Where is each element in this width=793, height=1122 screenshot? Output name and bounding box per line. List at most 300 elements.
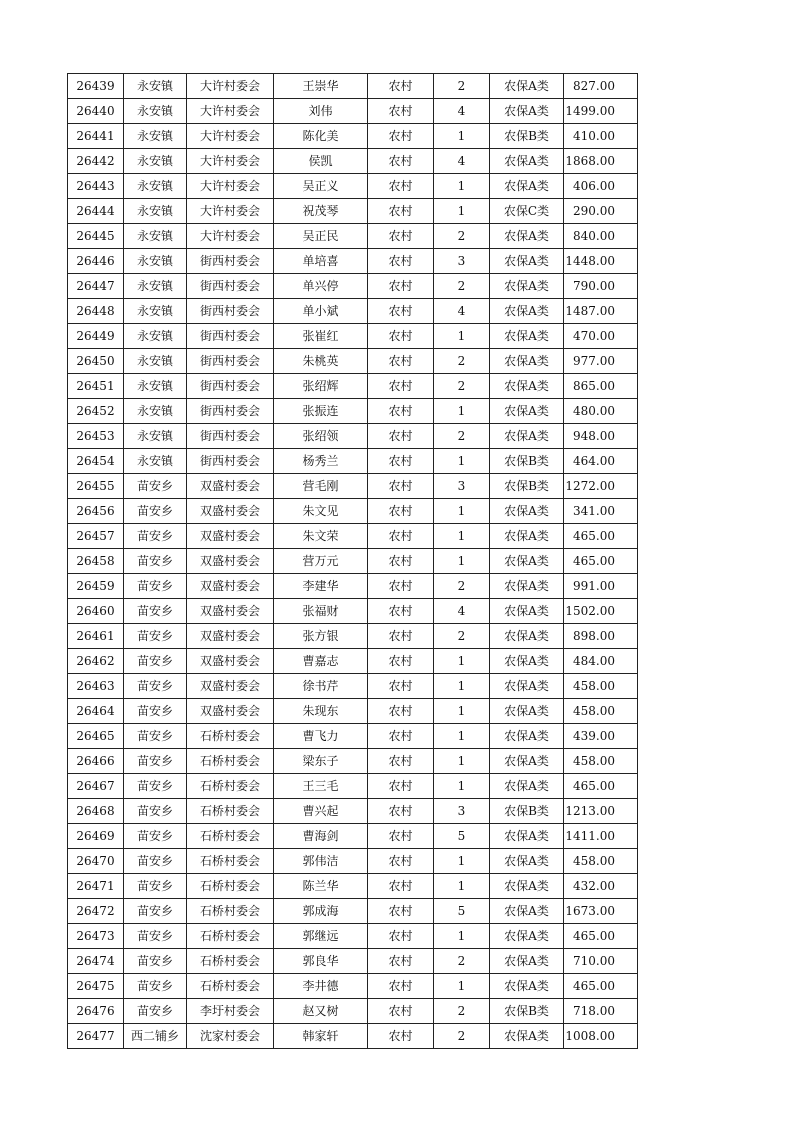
member-count-cell: 1 <box>434 674 490 699</box>
category-cell: 农保B类 <box>490 124 564 149</box>
member-count-cell: 2 <box>434 999 490 1024</box>
record-id-cell: 26474 <box>68 949 124 974</box>
table-row <box>68 699 638 724</box>
table-row <box>68 749 638 774</box>
household-type-cell: 农村 <box>368 424 434 449</box>
table-row <box>68 399 638 424</box>
amount-cell: 1487.00 <box>564 299 638 324</box>
amount-cell: 458.00 <box>564 749 638 774</box>
township-cell: 永安镇 <box>124 249 187 274</box>
table-row <box>68 124 638 149</box>
record-id-cell: 26471 <box>68 874 124 899</box>
name-cell: 郭继远 <box>274 924 368 949</box>
table-row <box>68 649 638 674</box>
village-cell: 大许村委会 <box>187 149 274 174</box>
member-count-cell: 1 <box>434 199 490 224</box>
member-count-cell: 3 <box>434 799 490 824</box>
record-id-cell: 26466 <box>68 749 124 774</box>
category-cell: 农保A类 <box>490 1024 564 1049</box>
township-cell: 苗安乡 <box>124 724 187 749</box>
amount-cell: 290.00 <box>564 199 638 224</box>
township-cell: 苗安乡 <box>124 999 187 1024</box>
name-cell: 张福财 <box>274 599 368 624</box>
member-count-cell: 5 <box>434 824 490 849</box>
member-count-cell: 1 <box>434 699 490 724</box>
member-count-cell: 2 <box>434 424 490 449</box>
village-cell: 街西村委会 <box>187 399 274 424</box>
village-cell: 石桥村委会 <box>187 749 274 774</box>
township-cell: 苗安乡 <box>124 799 187 824</box>
village-cell: 大许村委会 <box>187 74 274 99</box>
table-row <box>68 299 638 324</box>
category-cell: 农保A类 <box>490 649 564 674</box>
household-type-cell: 农村 <box>368 399 434 424</box>
household-type-cell: 农村 <box>368 724 434 749</box>
record-id-cell: 26460 <box>68 599 124 624</box>
township-cell: 苗安乡 <box>124 824 187 849</box>
table-row <box>68 924 638 949</box>
name-cell: 张崔红 <box>274 324 368 349</box>
name-cell: 朱文见 <box>274 499 368 524</box>
amount-cell: 465.00 <box>564 549 638 574</box>
name-cell: 李建华 <box>274 574 368 599</box>
record-id-cell: 26464 <box>68 699 124 724</box>
record-id-cell: 26452 <box>68 399 124 424</box>
household-type-cell: 农村 <box>368 174 434 199</box>
amount-cell: 1448.00 <box>564 249 638 274</box>
name-cell: 单培喜 <box>274 249 368 274</box>
amount-cell: 977.00 <box>564 349 638 374</box>
household-type-cell: 农村 <box>368 99 434 124</box>
record-id-cell: 26468 <box>68 799 124 824</box>
category-cell: 农保A类 <box>490 424 564 449</box>
village-cell: 双盛村委会 <box>187 549 274 574</box>
household-type-cell: 农村 <box>368 449 434 474</box>
amount-cell: 458.00 <box>564 674 638 699</box>
village-cell: 石桥村委会 <box>187 799 274 824</box>
household-type-cell: 农村 <box>368 949 434 974</box>
township-cell: 永安镇 <box>124 349 187 374</box>
name-cell: 韩家轩 <box>274 1024 368 1049</box>
record-id-cell: 26467 <box>68 774 124 799</box>
member-count-cell: 1 <box>434 724 490 749</box>
amount-cell: 432.00 <box>564 874 638 899</box>
household-type-cell: 农村 <box>368 74 434 99</box>
township-cell: 苗安乡 <box>124 549 187 574</box>
amount-cell: 341.00 <box>564 499 638 524</box>
category-cell: 农保A类 <box>490 924 564 949</box>
village-cell: 双盛村委会 <box>187 674 274 699</box>
amount-cell: 458.00 <box>564 699 638 724</box>
village-cell: 石桥村委会 <box>187 924 274 949</box>
category-cell: 农保A类 <box>490 224 564 249</box>
record-id-cell: 26463 <box>68 674 124 699</box>
township-cell: 永安镇 <box>124 224 187 249</box>
name-cell: 张绍辉 <box>274 374 368 399</box>
record-id-cell: 26443 <box>68 174 124 199</box>
household-type-cell: 农村 <box>368 924 434 949</box>
table-row <box>68 74 638 99</box>
amount-cell: 406.00 <box>564 174 638 199</box>
household-type-cell: 农村 <box>368 824 434 849</box>
township-cell: 苗安乡 <box>124 524 187 549</box>
village-cell: 双盛村委会 <box>187 624 274 649</box>
township-cell: 苗安乡 <box>124 849 187 874</box>
record-id-cell: 26461 <box>68 624 124 649</box>
township-cell: 苗安乡 <box>124 974 187 999</box>
table-row <box>68 199 638 224</box>
township-cell: 苗安乡 <box>124 649 187 674</box>
member-count-cell: 3 <box>434 249 490 274</box>
member-count-cell: 1 <box>434 974 490 999</box>
amount-cell: 470.00 <box>564 324 638 349</box>
village-cell: 大许村委会 <box>187 99 274 124</box>
township-cell: 永安镇 <box>124 299 187 324</box>
category-cell: 农保A类 <box>490 899 564 924</box>
record-id-cell: 26473 <box>68 924 124 949</box>
record-id-cell: 26457 <box>68 524 124 549</box>
name-cell: 赵又树 <box>274 999 368 1024</box>
member-count-cell: 3 <box>434 474 490 499</box>
category-cell: 农保A类 <box>490 624 564 649</box>
amount-cell: 1868.00 <box>564 149 638 174</box>
amount-cell: 991.00 <box>564 574 638 599</box>
household-type-cell: 农村 <box>368 574 434 599</box>
household-type-cell: 农村 <box>368 199 434 224</box>
category-cell: 农保A类 <box>490 299 564 324</box>
record-id-cell: 26470 <box>68 849 124 874</box>
record-id-cell: 26445 <box>68 224 124 249</box>
amount-cell: 458.00 <box>564 849 638 874</box>
name-cell: 曹嘉志 <box>274 649 368 674</box>
record-id-cell: 26440 <box>68 99 124 124</box>
household-type-cell: 农村 <box>368 224 434 249</box>
category-cell: 农保B类 <box>490 799 564 824</box>
household-type-cell: 农村 <box>368 899 434 924</box>
household-type-cell: 农村 <box>368 249 434 274</box>
table-row <box>68 324 638 349</box>
record-id-cell: 26465 <box>68 724 124 749</box>
record-id-cell: 26447 <box>68 274 124 299</box>
name-cell: 杨秀兰 <box>274 449 368 474</box>
name-cell: 郭成海 <box>274 899 368 924</box>
member-count-cell: 2 <box>434 624 490 649</box>
township-cell: 永安镇 <box>124 199 187 224</box>
name-cell: 朱现东 <box>274 699 368 724</box>
welfare-table <box>67 73 638 1049</box>
name-cell: 吴正义 <box>274 174 368 199</box>
name-cell: 单兴停 <box>274 274 368 299</box>
name-cell: 陈化美 <box>274 124 368 149</box>
amount-cell: 1008.00 <box>564 1024 638 1049</box>
table-row <box>68 974 638 999</box>
member-count-cell: 2 <box>434 949 490 974</box>
township-cell: 西二铺乡 <box>124 1024 187 1049</box>
village-cell: 大许村委会 <box>187 199 274 224</box>
household-type-cell: 农村 <box>368 774 434 799</box>
table-row <box>68 449 638 474</box>
table-row <box>68 799 638 824</box>
table-row <box>68 1024 638 1049</box>
name-cell: 张绍领 <box>274 424 368 449</box>
village-cell: 石桥村委会 <box>187 774 274 799</box>
category-cell: 农保B类 <box>490 999 564 1024</box>
record-id-cell: 26475 <box>68 974 124 999</box>
table-row <box>68 174 638 199</box>
table-row <box>68 849 638 874</box>
name-cell: 朱文荣 <box>274 524 368 549</box>
village-cell: 街西村委会 <box>187 299 274 324</box>
village-cell: 石桥村委会 <box>187 974 274 999</box>
amount-cell: 827.00 <box>564 74 638 99</box>
household-type-cell: 农村 <box>368 799 434 824</box>
table-row <box>68 824 638 849</box>
village-cell: 大许村委会 <box>187 174 274 199</box>
village-cell: 石桥村委会 <box>187 824 274 849</box>
category-cell: 农保A类 <box>490 774 564 799</box>
village-cell: 双盛村委会 <box>187 649 274 674</box>
household-type-cell: 农村 <box>368 974 434 999</box>
amount-cell: 410.00 <box>564 124 638 149</box>
amount-cell: 948.00 <box>564 424 638 449</box>
member-count-cell: 2 <box>434 74 490 99</box>
name-cell: 朱桃英 <box>274 349 368 374</box>
member-count-cell: 4 <box>434 299 490 324</box>
name-cell: 张振连 <box>274 399 368 424</box>
household-type-cell: 农村 <box>368 124 434 149</box>
member-count-cell: 2 <box>434 349 490 374</box>
amount-cell: 465.00 <box>564 974 638 999</box>
village-cell: 街西村委会 <box>187 449 274 474</box>
category-cell: 农保C类 <box>490 199 564 224</box>
household-type-cell: 农村 <box>368 549 434 574</box>
name-cell: 曹兴起 <box>274 799 368 824</box>
village-cell: 双盛村委会 <box>187 524 274 549</box>
record-id-cell: 26454 <box>68 449 124 474</box>
category-cell: 农保A类 <box>490 824 564 849</box>
category-cell: 农保A类 <box>490 274 564 299</box>
category-cell: 农保A类 <box>490 849 564 874</box>
member-count-cell: 4 <box>434 149 490 174</box>
household-type-cell: 农村 <box>368 499 434 524</box>
category-cell: 农保A类 <box>490 499 564 524</box>
table-body <box>68 74 638 1049</box>
table-row <box>68 499 638 524</box>
name-cell: 王三毛 <box>274 774 368 799</box>
name-cell: 吴正民 <box>274 224 368 249</box>
township-cell: 永安镇 <box>124 149 187 174</box>
household-type-cell: 农村 <box>368 149 434 174</box>
category-cell: 农保A类 <box>490 949 564 974</box>
category-cell: 农保A类 <box>490 724 564 749</box>
member-count-cell: 1 <box>434 549 490 574</box>
village-cell: 街西村委会 <box>187 374 274 399</box>
record-id-cell: 26477 <box>68 1024 124 1049</box>
record-id-cell: 26472 <box>68 899 124 924</box>
household-type-cell: 农村 <box>368 524 434 549</box>
record-id-cell: 26448 <box>68 299 124 324</box>
table-row <box>68 574 638 599</box>
village-cell: 李圩村委会 <box>187 999 274 1024</box>
member-count-cell: 1 <box>434 399 490 424</box>
township-cell: 永安镇 <box>124 324 187 349</box>
category-cell: 农保A类 <box>490 574 564 599</box>
record-id-cell: 26469 <box>68 824 124 849</box>
township-cell: 苗安乡 <box>124 599 187 624</box>
name-cell: 李井德 <box>274 974 368 999</box>
township-cell: 永安镇 <box>124 99 187 124</box>
member-count-cell: 4 <box>434 599 490 624</box>
village-cell: 街西村委会 <box>187 274 274 299</box>
name-cell: 营毛刚 <box>274 474 368 499</box>
name-cell: 侯凯 <box>274 149 368 174</box>
name-cell: 祝茂琴 <box>274 199 368 224</box>
category-cell: 农保A类 <box>490 99 564 124</box>
member-count-cell: 2 <box>434 274 490 299</box>
name-cell: 梁东子 <box>274 749 368 774</box>
amount-cell: 840.00 <box>564 224 638 249</box>
record-id-cell: 26441 <box>68 124 124 149</box>
member-count-cell: 1 <box>434 849 490 874</box>
member-count-cell: 1 <box>434 749 490 774</box>
township-cell: 苗安乡 <box>124 774 187 799</box>
member-count-cell: 1 <box>434 874 490 899</box>
category-cell: 农保A类 <box>490 174 564 199</box>
name-cell: 陈兰华 <box>274 874 368 899</box>
category-cell: 农保A类 <box>490 599 564 624</box>
village-cell: 街西村委会 <box>187 324 274 349</box>
amount-cell: 465.00 <box>564 774 638 799</box>
record-id-cell: 26476 <box>68 999 124 1024</box>
township-cell: 永安镇 <box>124 274 187 299</box>
record-id-cell: 26449 <box>68 324 124 349</box>
member-count-cell: 1 <box>434 524 490 549</box>
household-type-cell: 农村 <box>368 649 434 674</box>
household-type-cell: 农村 <box>368 849 434 874</box>
household-type-cell: 农村 <box>368 324 434 349</box>
category-cell: 农保A类 <box>490 874 564 899</box>
name-cell: 营万元 <box>274 549 368 574</box>
amount-cell: 1499.00 <box>564 99 638 124</box>
table-row <box>68 524 638 549</box>
record-id-cell: 26444 <box>68 199 124 224</box>
category-cell: 农保A类 <box>490 149 564 174</box>
household-type-cell: 农村 <box>368 299 434 324</box>
member-count-cell: 1 <box>434 774 490 799</box>
table-row <box>68 249 638 274</box>
category-cell: 农保A类 <box>490 674 564 699</box>
member-count-cell: 2 <box>434 224 490 249</box>
table-row <box>68 599 638 624</box>
amount-cell: 439.00 <box>564 724 638 749</box>
name-cell: 张方银 <box>274 624 368 649</box>
amount-cell: 1502.00 <box>564 599 638 624</box>
table-row <box>68 774 638 799</box>
amount-cell: 1272.00 <box>564 474 638 499</box>
township-cell: 永安镇 <box>124 424 187 449</box>
village-cell: 双盛村委会 <box>187 474 274 499</box>
township-cell: 永安镇 <box>124 399 187 424</box>
table-row <box>68 724 638 749</box>
member-count-cell: 4 <box>434 99 490 124</box>
category-cell: 农保A类 <box>490 549 564 574</box>
village-cell: 石桥村委会 <box>187 724 274 749</box>
category-cell: 农保A类 <box>490 974 564 999</box>
village-cell: 大许村委会 <box>187 224 274 249</box>
village-cell: 双盛村委会 <box>187 574 274 599</box>
amount-cell: 710.00 <box>564 949 638 974</box>
household-type-cell: 农村 <box>368 674 434 699</box>
amount-cell: 1411.00 <box>564 824 638 849</box>
township-cell: 苗安乡 <box>124 924 187 949</box>
category-cell: 农保A类 <box>490 249 564 274</box>
amount-cell: 718.00 <box>564 999 638 1024</box>
township-cell: 苗安乡 <box>124 499 187 524</box>
amount-cell: 465.00 <box>564 924 638 949</box>
household-type-cell: 农村 <box>368 349 434 374</box>
name-cell: 曹海剑 <box>274 824 368 849</box>
household-type-cell: 农村 <box>368 474 434 499</box>
table-row <box>68 99 638 124</box>
record-id-cell: 26456 <box>68 499 124 524</box>
township-cell: 苗安乡 <box>124 674 187 699</box>
member-count-cell: 1 <box>434 324 490 349</box>
table-row <box>68 474 638 499</box>
table-row <box>68 999 638 1024</box>
category-cell: 农保A类 <box>490 749 564 774</box>
household-type-cell: 农村 <box>368 374 434 399</box>
township-cell: 苗安乡 <box>124 574 187 599</box>
township-cell: 永安镇 <box>124 74 187 99</box>
name-cell: 郭良华 <box>274 949 368 974</box>
township-cell: 苗安乡 <box>124 624 187 649</box>
table-row <box>68 224 638 249</box>
record-id-cell: 26439 <box>68 74 124 99</box>
name-cell: 单小斌 <box>274 299 368 324</box>
category-cell: 农保A类 <box>490 324 564 349</box>
township-cell: 苗安乡 <box>124 949 187 974</box>
member-count-cell: 1 <box>434 174 490 199</box>
amount-cell: 465.00 <box>564 524 638 549</box>
name-cell: 曹飞力 <box>274 724 368 749</box>
name-cell: 郭伟洁 <box>274 849 368 874</box>
village-cell: 石桥村委会 <box>187 899 274 924</box>
amount-cell: 898.00 <box>564 624 638 649</box>
member-count-cell: 5 <box>434 899 490 924</box>
amount-cell: 865.00 <box>564 374 638 399</box>
village-cell: 街西村委会 <box>187 249 274 274</box>
category-cell: 农保B类 <box>490 449 564 474</box>
township-cell: 苗安乡 <box>124 474 187 499</box>
household-type-cell: 农村 <box>368 274 434 299</box>
name-cell: 王崇华 <box>274 74 368 99</box>
record-id-cell: 26458 <box>68 549 124 574</box>
member-count-cell: 2 <box>434 574 490 599</box>
household-type-cell: 农村 <box>368 699 434 724</box>
record-id-cell: 26459 <box>68 574 124 599</box>
record-id-cell: 26451 <box>68 374 124 399</box>
village-cell: 大许村委会 <box>187 124 274 149</box>
amount-cell: 464.00 <box>564 449 638 474</box>
amount-cell: 480.00 <box>564 399 638 424</box>
table-row <box>68 624 638 649</box>
household-type-cell: 农村 <box>368 874 434 899</box>
amount-cell: 484.00 <box>564 649 638 674</box>
township-cell: 苗安乡 <box>124 749 187 774</box>
member-count-cell: 2 <box>434 374 490 399</box>
name-cell: 徐书芹 <box>274 674 368 699</box>
category-cell: 农保A类 <box>490 524 564 549</box>
